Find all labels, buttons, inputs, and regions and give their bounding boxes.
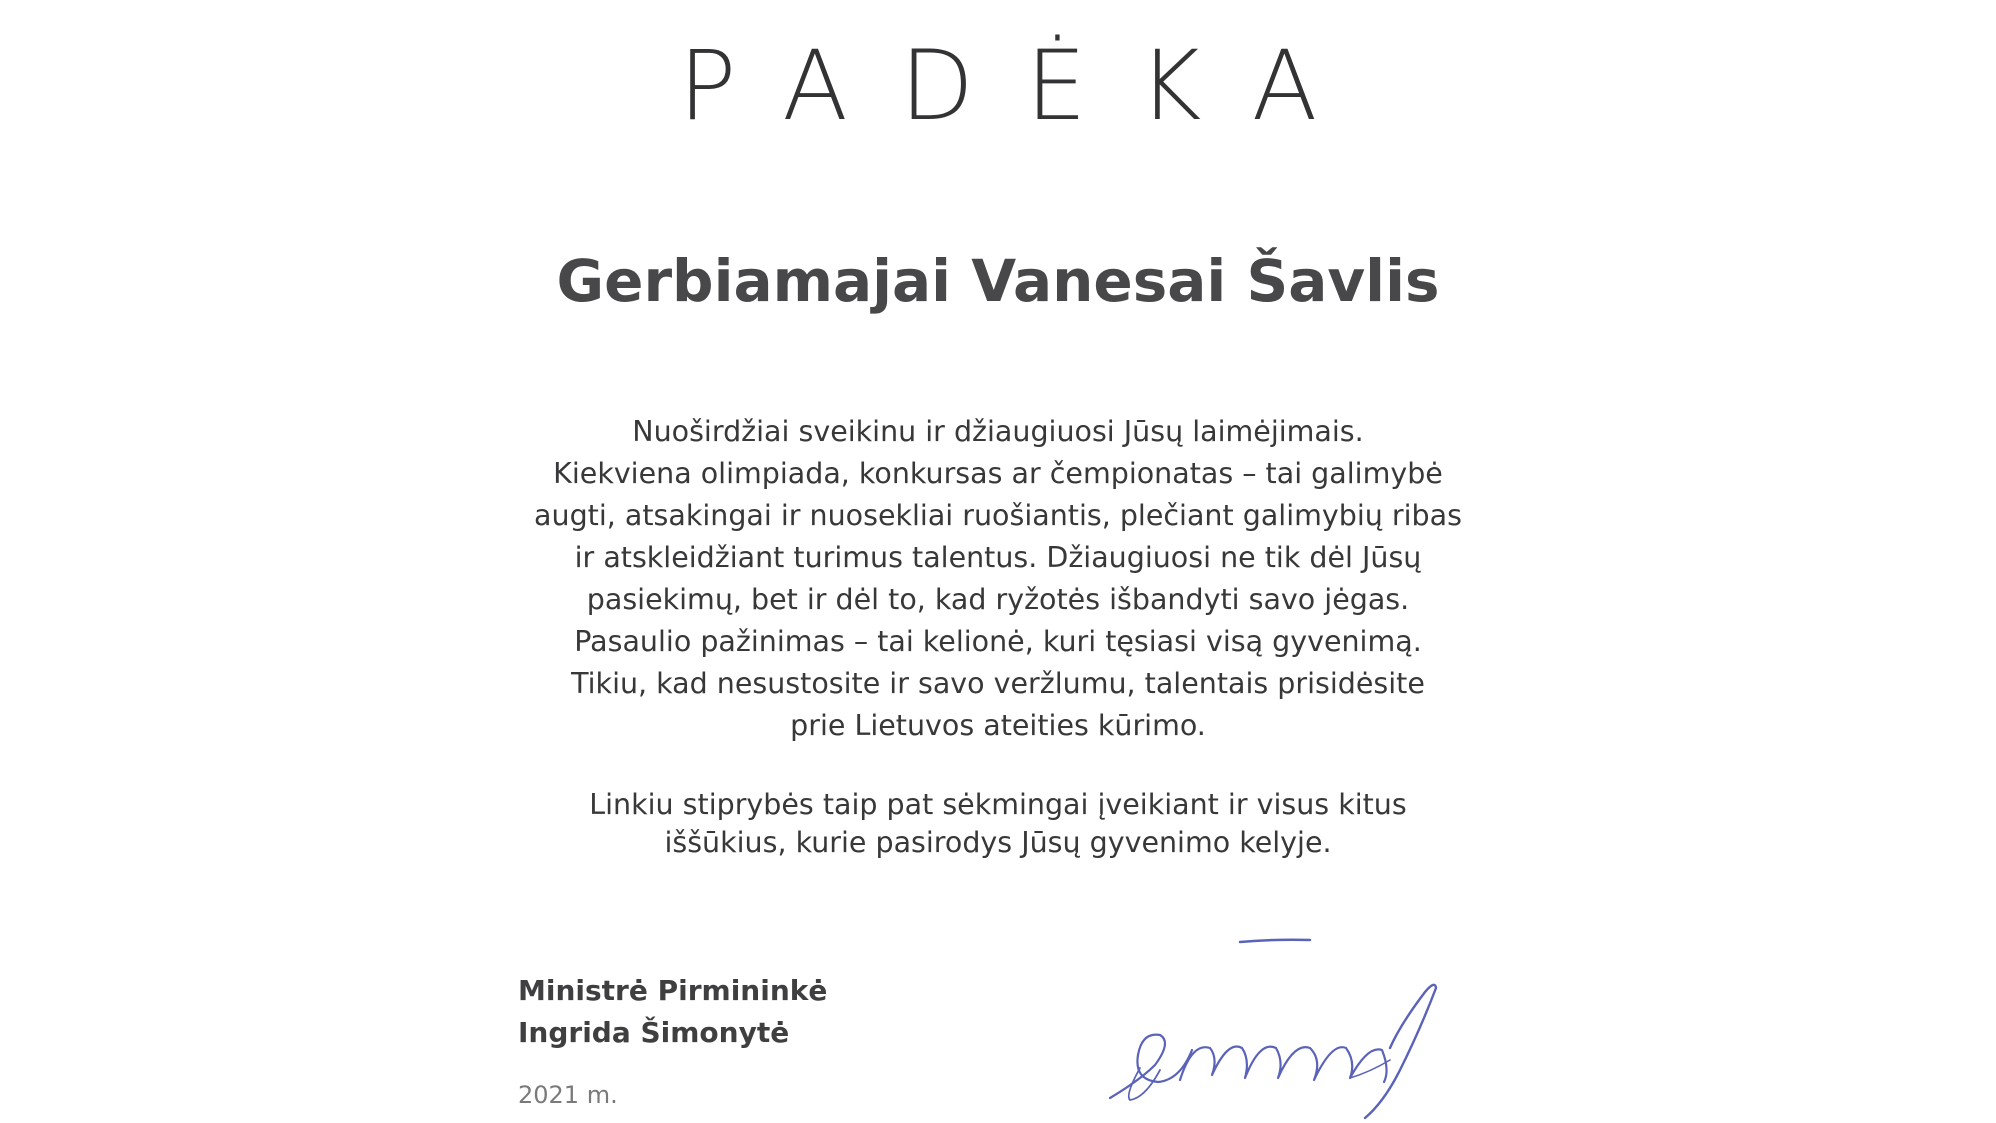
body-line: Nuoširdžiai sveikinu ir džiaugiuosi Jūsų laimėjimais. [632, 415, 1364, 448]
body-paragraph [0, 411, 1996, 747]
signatory-position: Ministrė Pirmininkė [518, 974, 828, 1007]
recipient-name: Gerbiamajai Vanesai Šavlis [556, 247, 1440, 315]
document-year: 2021 m. [518, 1081, 618, 1109]
body-line: pasiekimų, bet ir dėl to, kad ryžotės išbandyti savo jėgas. [586, 583, 1410, 616]
document-title: PADĖKA [678, 30, 1370, 142]
closing-line: iššūkius, kurie pasirodys Jūsų gyvenimo kelyje. [664, 826, 1332, 859]
handwritten-signature-icon [1100, 930, 1460, 1120]
body-line: Kiekviena olimpiada, konkursas ar čempionatas – tai galimybė [553, 457, 1443, 490]
body-line: prie Lietuvos ateities kūrimo. [790, 709, 1206, 742]
body-line: Tikiu, kad nesustosite ir savo veržlumu, talentais prisidėsite [571, 667, 1425, 700]
body-line: Pasaulio pažinimas – tai kelionė, kuri tęsiasi visą gyvenimą. [574, 625, 1422, 658]
closing-line: Linkiu stiprybės taip pat sėkmingai įveikiant ir visus kitus [589, 788, 1407, 821]
body-line: augti, atsakingai ir nuosekliai ruošiantis, plečiant galimybių ribas [534, 499, 1462, 532]
signatory-block [518, 970, 827, 1054]
closing-paragraph [0, 786, 1996, 862]
signatory-name: Ingrida Šimonytė [518, 1016, 790, 1049]
body-line: ir atskleidžiant turimus talentus. Džiaugiuosi ne tik dėl Jūsų [574, 541, 1422, 574]
